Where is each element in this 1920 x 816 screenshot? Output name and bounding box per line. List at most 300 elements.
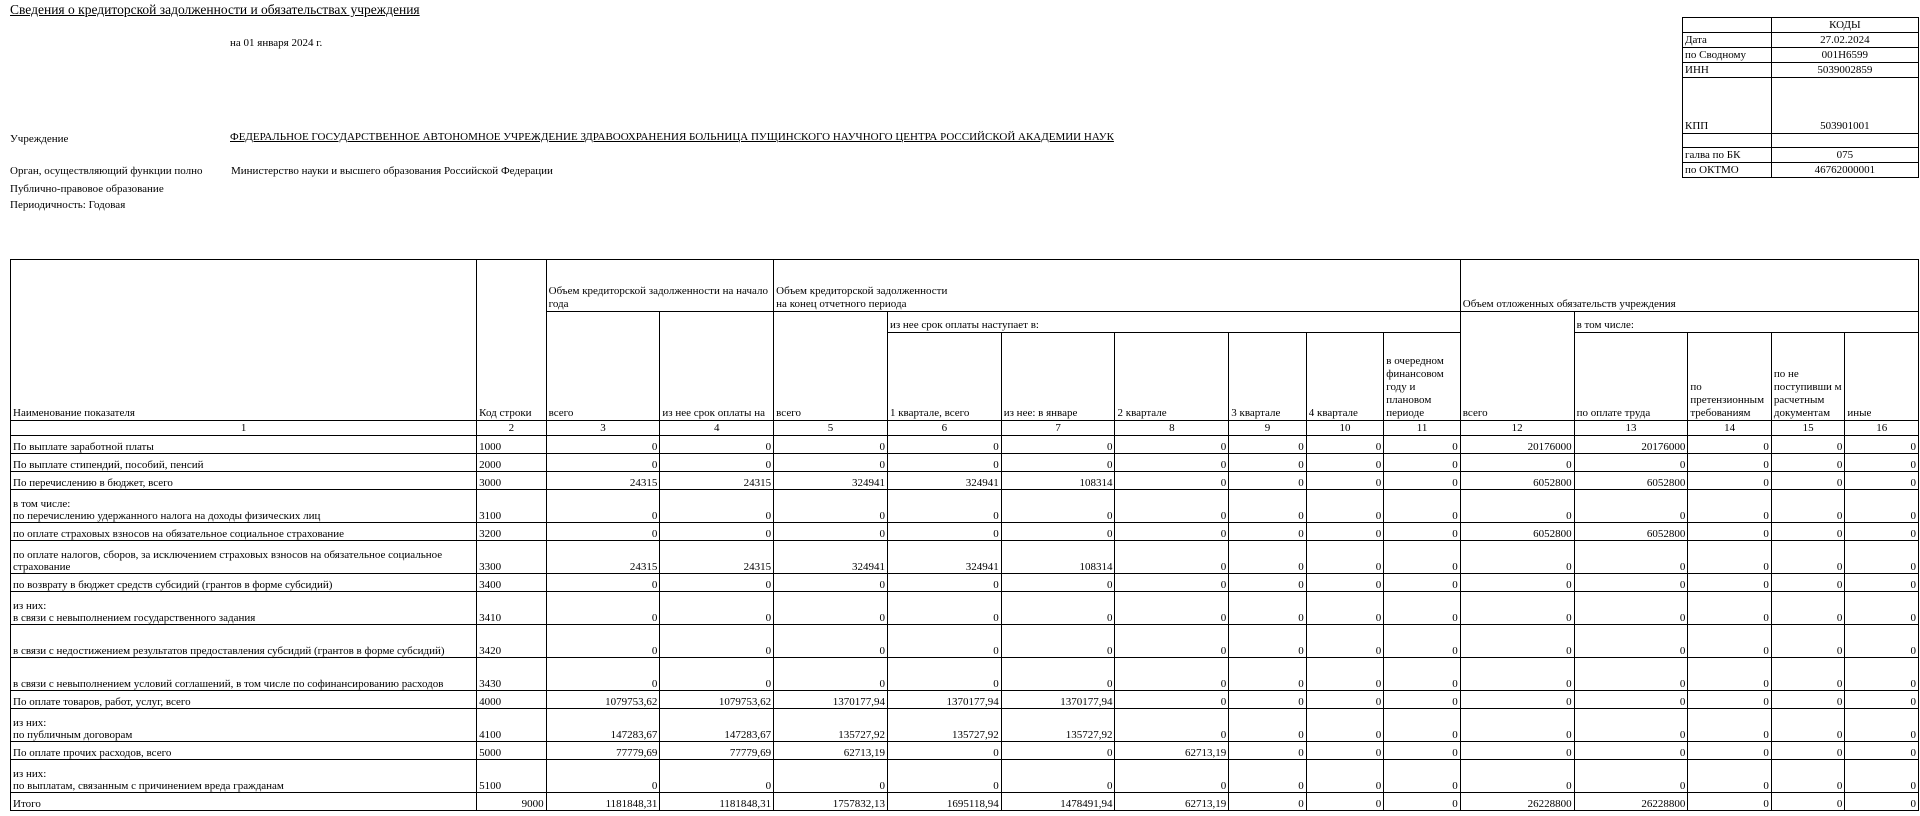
row-value: 0: [1001, 574, 1115, 592]
codes-value: 27.02.2024: [1771, 33, 1918, 48]
row-value: 0: [546, 490, 660, 523]
row-value: 0: [1229, 574, 1307, 592]
codes-table: [1682, 17, 1919, 178]
row-value: 0: [887, 592, 1001, 625]
row-value: 0: [774, 523, 888, 541]
row-value: 0: [774, 760, 888, 793]
row-value: 0: [1845, 793, 1919, 811]
col-q1: 1 квартале, всего: [887, 333, 1001, 421]
codes-label-cell: [1683, 18, 1772, 33]
row-value: 135727,92: [1001, 709, 1115, 742]
row-value: 0: [1229, 625, 1307, 658]
row-name: из них: по выплатам, связанным с причинением вреда гражданам: [11, 760, 477, 793]
row-name: в связи с невыполнением условий соглашений, в том числе по софинансированию расходов: [11, 658, 477, 691]
institution-name: ФЕДЕРАЛЬНОЕ ГОСУДАРСТВЕННОЕ АВТОНОМНОЕ УЧРЕЖДЕНИЕ ЗДРАВООХРАНЕНИЯ БОЛЬНИЦА ПУЩИНСКОГО НАУЧНОГО ЦЕНТРА РОССИЙСКОЙ АКАДЕМИИ НАУК: [230, 131, 1114, 143]
row-value: 0: [1001, 490, 1115, 523]
row-value: 0: [1384, 436, 1461, 454]
row-value: 0: [660, 760, 774, 793]
row-value: 0: [887, 625, 1001, 658]
row-value: 0: [1229, 592, 1307, 625]
row-value: 0: [1001, 625, 1115, 658]
row-value: 0: [1115, 472, 1229, 490]
row-value: 0: [774, 490, 888, 523]
row-value: 0: [1688, 760, 1772, 793]
table-row: [11, 625, 1919, 658]
row-code: 3420: [477, 625, 546, 658]
column-number: 15: [1771, 421, 1845, 436]
row-value: 0: [1306, 541, 1384, 574]
row-value: 1757832,13: [774, 793, 888, 811]
row-value: 0: [887, 574, 1001, 592]
row-value: 0: [1574, 490, 1688, 523]
row-code: 3200: [477, 523, 546, 541]
row-value: 0: [1688, 472, 1772, 490]
row-value: 0: [1845, 472, 1919, 490]
row-value: 0: [1115, 490, 1229, 523]
row-value: 0: [1845, 523, 1919, 541]
row-value: 0: [660, 490, 774, 523]
row-value: 0: [1574, 658, 1688, 691]
row-name: по оплате налогов, сборов, за исключением страховых взносов на обязательное социальное страхование: [11, 541, 477, 574]
row-value: 0: [660, 454, 774, 472]
table-row: [11, 574, 1919, 592]
row-value: 0: [1306, 574, 1384, 592]
row-value: 1181848,31: [546, 793, 660, 811]
row-name: По выплате стипендий, пособий, пенсий: [11, 454, 477, 472]
row-value: 0: [546, 625, 660, 658]
row-name: По перечислению в бюджет, всего: [11, 472, 477, 490]
row-value: 0: [1574, 454, 1688, 472]
row-value: 0: [1771, 658, 1845, 691]
group-end-line2: на конец отчетного периода: [776, 298, 907, 310]
row-code: 2000: [477, 454, 546, 472]
row-value: 20176000: [1460, 436, 1574, 454]
row-value: 0: [1771, 574, 1845, 592]
row-value: 0: [1771, 691, 1845, 709]
row-name: в том числе: по перечислению удержанного налога на доходы физических лиц: [11, 490, 477, 523]
table-row: [11, 541, 1919, 574]
row-value: 0: [1460, 760, 1574, 793]
row-value: 0: [1001, 592, 1115, 625]
row-value: 0: [1384, 490, 1461, 523]
institution-label: Учреждение: [10, 133, 69, 145]
column-number: 13: [1574, 421, 1688, 436]
row-value: 0: [1688, 709, 1772, 742]
codes-heading: КОДЫ: [1771, 18, 1918, 33]
codes-label: галва по БК: [1683, 148, 1772, 163]
row-value: 1181848,31: [660, 793, 774, 811]
row-value: 0: [1771, 793, 1845, 811]
group-deferred-header: Объем отложенных обязательств учреждения: [1460, 260, 1918, 312]
row-value: 147283,67: [660, 709, 774, 742]
group-start-header: Объем кредиторской задолженности на начало года: [546, 260, 774, 312]
row-value: 0: [1460, 592, 1574, 625]
row-value: 0: [1845, 541, 1919, 574]
row-code: 5000: [477, 742, 546, 760]
sub-due-header: из нее срок оплаты наступает в:: [887, 312, 1460, 333]
row-value: 324941: [774, 472, 888, 490]
row-value: 0: [887, 742, 1001, 760]
col-name-header: Наименование показателя: [11, 260, 477, 421]
row-value: 0: [774, 592, 888, 625]
table-body: [11, 436, 1919, 811]
row-value: 1695118,94: [887, 793, 1001, 811]
row-value: 0: [1115, 454, 1229, 472]
row-value: 0: [1384, 454, 1461, 472]
row-value: 0: [1306, 709, 1384, 742]
row-value: 0: [1688, 691, 1772, 709]
row-value: 0: [1688, 658, 1772, 691]
row-value: 0: [1115, 691, 1229, 709]
col-total-deferred: всего: [1460, 312, 1574, 421]
report-date: на 01 января 2024 г.: [230, 37, 323, 49]
row-value: 0: [1384, 592, 1461, 625]
col-due-start: из нее срок оплаты на: [660, 312, 774, 421]
table-row: [11, 658, 1919, 691]
column-number: 8: [1115, 421, 1229, 436]
column-number: 11: [1384, 421, 1461, 436]
row-value: 0: [887, 436, 1001, 454]
row-value: 0: [1771, 523, 1845, 541]
codes-value: 5039002859: [1771, 63, 1918, 78]
column-number: 4: [660, 421, 774, 436]
codes-value: 46762000001: [1771, 163, 1918, 178]
row-value: 0: [1229, 658, 1307, 691]
row-code: 4100: [477, 709, 546, 742]
municipal-label: Публично-правовое образование: [10, 183, 164, 195]
group-end-line1: Объем кредиторской задолженности: [776, 285, 948, 297]
codes-value: 503901001: [1771, 78, 1918, 134]
row-value: 0: [1845, 454, 1919, 472]
row-value: 0: [1306, 691, 1384, 709]
row-value: 0: [546, 454, 660, 472]
row-value: 0: [1845, 436, 1919, 454]
row-value: 1079753,62: [660, 691, 774, 709]
row-value: 0: [1688, 436, 1772, 454]
row-value: 24315: [546, 472, 660, 490]
row-name: в связи с недостижением результатов предоставления субсидий (грантов в форме субсидий): [11, 625, 477, 658]
row-value: 0: [774, 658, 888, 691]
row-value: 0: [1229, 691, 1307, 709]
row-value: 0: [1688, 793, 1772, 811]
row-value: 0: [887, 490, 1001, 523]
column-number: 3: [546, 421, 660, 436]
row-code: 3300: [477, 541, 546, 574]
codes-label: Дата: [1683, 33, 1772, 48]
row-value: 26228800: [1574, 793, 1688, 811]
row-value: 0: [774, 454, 888, 472]
row-value: 0: [1688, 742, 1772, 760]
col-other: иные: [1845, 333, 1919, 421]
row-value: 0: [1001, 523, 1115, 541]
row-value: 0: [1574, 742, 1688, 760]
row-value: 0: [1384, 472, 1461, 490]
row-value: 0: [1771, 592, 1845, 625]
row-value: 0: [1115, 592, 1229, 625]
row-value: 0: [660, 523, 774, 541]
row-value: 0: [887, 454, 1001, 472]
row-value: 0: [1574, 541, 1688, 574]
col-q2: 2 квартале: [1115, 333, 1229, 421]
row-value: 0: [1115, 574, 1229, 592]
column-number: 5: [774, 421, 888, 436]
row-value: 0: [1115, 760, 1229, 793]
row-value: 0: [1771, 436, 1845, 454]
row-value: 0: [1771, 625, 1845, 658]
row-value: 0: [1306, 454, 1384, 472]
row-value: 26228800: [1460, 793, 1574, 811]
table-row: [11, 691, 1919, 709]
row-value: 0: [1229, 454, 1307, 472]
row-value: 62713,19: [1115, 793, 1229, 811]
row-value: 0: [1845, 658, 1919, 691]
row-value: 0: [660, 574, 774, 592]
codes-value: 001Н6599: [1771, 48, 1918, 63]
row-value: 135727,92: [774, 709, 888, 742]
col-next-period: в очередном финансовом году и плановом периоде: [1384, 333, 1461, 421]
row-name: По оплате товаров, работ, услуг, всего: [11, 691, 477, 709]
row-value: 6052800: [1574, 472, 1688, 490]
payables-table: [10, 259, 1919, 811]
row-code: 9000: [477, 793, 546, 811]
row-value: 0: [1771, 742, 1845, 760]
column-number: 6: [887, 421, 1001, 436]
row-value: 0: [1115, 436, 1229, 454]
column-number: 9: [1229, 421, 1307, 436]
row-value: 0: [1384, 625, 1461, 658]
row-name: по оплате страховых взносов на обязательное социальное страхование: [11, 523, 477, 541]
row-value: 0: [1845, 709, 1919, 742]
column-number: 14: [1688, 421, 1772, 436]
row-value: 0: [1845, 760, 1919, 793]
row-value: 0: [546, 523, 660, 541]
row-value: 0: [1115, 658, 1229, 691]
row-value: 0: [1688, 592, 1772, 625]
row-value: 0: [1771, 490, 1845, 523]
group-end-header: [774, 260, 1461, 312]
row-value: 0: [1771, 760, 1845, 793]
row-value: 0: [1384, 574, 1461, 592]
row-value: 77779,69: [546, 742, 660, 760]
col-total-start: всего: [546, 312, 660, 421]
col-q4: 4 квартале: [1306, 333, 1384, 421]
row-value: 0: [887, 658, 1001, 691]
row-value: 0: [1460, 574, 1574, 592]
codes-label: КПП: [1683, 78, 1772, 134]
row-value: 0: [1306, 490, 1384, 523]
col-january: из нее: в январе: [1001, 333, 1115, 421]
table-row: [11, 472, 1919, 490]
row-value: 0: [1574, 592, 1688, 625]
row-value: 1079753,62: [546, 691, 660, 709]
row-value: 135727,92: [887, 709, 1001, 742]
column-number: 7: [1001, 421, 1115, 436]
codes-value: 075: [1771, 148, 1918, 163]
row-value: 0: [1574, 760, 1688, 793]
row-value: 0: [1771, 709, 1845, 742]
row-code: 5100: [477, 760, 546, 793]
row-value: 0: [1845, 625, 1919, 658]
row-value: 0: [1384, 709, 1461, 742]
row-value: 0: [660, 592, 774, 625]
row-value: 0: [1460, 541, 1574, 574]
column-number: 2: [477, 421, 546, 436]
row-value: 77779,69: [660, 742, 774, 760]
row-name: из них: в связи с невыполнением государственного задания: [11, 592, 477, 625]
table-row: [11, 454, 1919, 472]
row-code: 3410: [477, 592, 546, 625]
row-value: 0: [1574, 574, 1688, 592]
page-title: Сведения о кредиторской задолженности и обязательствах учреждения: [10, 2, 420, 17]
row-name: По оплате прочих расходов, всего: [11, 742, 477, 760]
row-value: 0: [1688, 490, 1772, 523]
row-value: 0: [1845, 574, 1919, 592]
row-code: 3100: [477, 490, 546, 523]
periodicity: Периодичность: Годовая: [10, 199, 126, 211]
row-value: 1370177,94: [887, 691, 1001, 709]
row-value: 0: [546, 574, 660, 592]
row-value: 0: [1460, 658, 1574, 691]
codes-value: [1771, 134, 1918, 148]
row-name: из них: по публичным договорам: [11, 709, 477, 742]
row-name: По выплате заработной платы: [11, 436, 477, 454]
row-value: 0: [1115, 625, 1229, 658]
row-value: 0: [1001, 658, 1115, 691]
row-value: 1478491,94: [1001, 793, 1115, 811]
row-value: 0: [1771, 541, 1845, 574]
sub-incl-header: в том числе:: [1574, 312, 1918, 333]
col-total-end: всего: [774, 312, 888, 421]
row-code: 3430: [477, 658, 546, 691]
row-value: 0: [1229, 523, 1307, 541]
row-code: 1000: [477, 436, 546, 454]
row-value: 6052800: [1574, 523, 1688, 541]
row-value: 0: [1001, 742, 1115, 760]
table-row: [11, 709, 1919, 742]
row-value: 0: [1384, 793, 1461, 811]
row-value: 0: [1115, 523, 1229, 541]
organ-name: Министерство науки и высшего образования Российской Федерации: [231, 165, 553, 177]
col-q3: 3 квартале: [1229, 333, 1307, 421]
table-row: [11, 592, 1919, 625]
table-row: [11, 742, 1919, 760]
row-value: 108314: [1001, 472, 1115, 490]
table-row: [11, 760, 1919, 793]
codes-label: по Сводному: [1683, 48, 1772, 63]
row-value: 0: [1229, 541, 1307, 574]
row-value: 0: [1688, 541, 1772, 574]
row-value: 0: [1001, 760, 1115, 793]
row-value: 0: [1574, 691, 1688, 709]
column-number: 1: [11, 421, 477, 436]
row-value: 0: [1460, 490, 1574, 523]
row-value: 62713,19: [774, 742, 888, 760]
row-value: 0: [1384, 541, 1461, 574]
row-value: 0: [1115, 709, 1229, 742]
row-name: по возврату в бюджет средств субсидий (грантов в форме субсидий): [11, 574, 477, 592]
row-value: 324941: [774, 541, 888, 574]
column-number: 16: [1845, 421, 1919, 436]
row-value: 0: [1306, 472, 1384, 490]
row-value: 0: [1688, 454, 1772, 472]
row-value: 20176000: [1574, 436, 1688, 454]
row-value: 0: [1845, 691, 1919, 709]
row-value: 0: [1229, 793, 1307, 811]
row-value: 0: [546, 760, 660, 793]
row-value: 0: [1845, 490, 1919, 523]
row-value: 0: [1384, 658, 1461, 691]
row-value: 108314: [1001, 541, 1115, 574]
row-value: 0: [1229, 742, 1307, 760]
table-row: [11, 523, 1919, 541]
row-value: 0: [546, 592, 660, 625]
row-value: 0: [660, 436, 774, 454]
row-value: 1370177,94: [1001, 691, 1115, 709]
row-value: 0: [774, 574, 888, 592]
row-value: 0: [1229, 760, 1307, 793]
row-value: 6052800: [1460, 472, 1574, 490]
row-value: 0: [1384, 760, 1461, 793]
row-value: 6052800: [1460, 523, 1574, 541]
row-value: 24315: [660, 541, 774, 574]
row-value: 24315: [660, 472, 774, 490]
row-value: 0: [1688, 523, 1772, 541]
row-value: 0: [774, 625, 888, 658]
row-value: 0: [774, 436, 888, 454]
row-value: 0: [1460, 709, 1574, 742]
row-value: 0: [1306, 625, 1384, 658]
row-value: 0: [1306, 436, 1384, 454]
row-value: 0: [887, 523, 1001, 541]
row-name: Итого: [11, 793, 477, 811]
row-value: 0: [1845, 742, 1919, 760]
table-row: [11, 436, 1919, 454]
column-number: 10: [1306, 421, 1384, 436]
col-docs: по не поступивши м расчетным документам: [1771, 333, 1845, 421]
col-claims: по претензионным требованиям: [1688, 333, 1772, 421]
row-value: 0: [1229, 490, 1307, 523]
row-value: 0: [660, 625, 774, 658]
codes-label: [1683, 134, 1772, 148]
row-value: 0: [1384, 691, 1461, 709]
row-value: 0: [1460, 625, 1574, 658]
codes-label: по ОКТМО: [1683, 163, 1772, 178]
row-value: 0: [1306, 523, 1384, 541]
row-value: 324941: [887, 472, 1001, 490]
row-value: 0: [1306, 592, 1384, 625]
row-value: 0: [1688, 574, 1772, 592]
row-value: 0: [1845, 592, 1919, 625]
row-value: 0: [887, 760, 1001, 793]
row-value: 1370177,94: [774, 691, 888, 709]
column-numbers-row: [11, 421, 1919, 436]
row-value: 24315: [546, 541, 660, 574]
row-value: 0: [1306, 742, 1384, 760]
row-value: 0: [660, 658, 774, 691]
row-value: 0: [1384, 742, 1461, 760]
row-value: 0: [1460, 691, 1574, 709]
col-labor: по оплате труда: [1574, 333, 1688, 421]
row-value: 0: [1460, 454, 1574, 472]
row-value: 0: [1574, 625, 1688, 658]
row-value: 0: [1460, 742, 1574, 760]
codes-label: ИНН: [1683, 63, 1772, 78]
row-value: 0: [1574, 709, 1688, 742]
row-value: 0: [1001, 436, 1115, 454]
row-value: 0: [1688, 625, 1772, 658]
row-value: 62713,19: [1115, 742, 1229, 760]
row-value: 0: [1771, 472, 1845, 490]
